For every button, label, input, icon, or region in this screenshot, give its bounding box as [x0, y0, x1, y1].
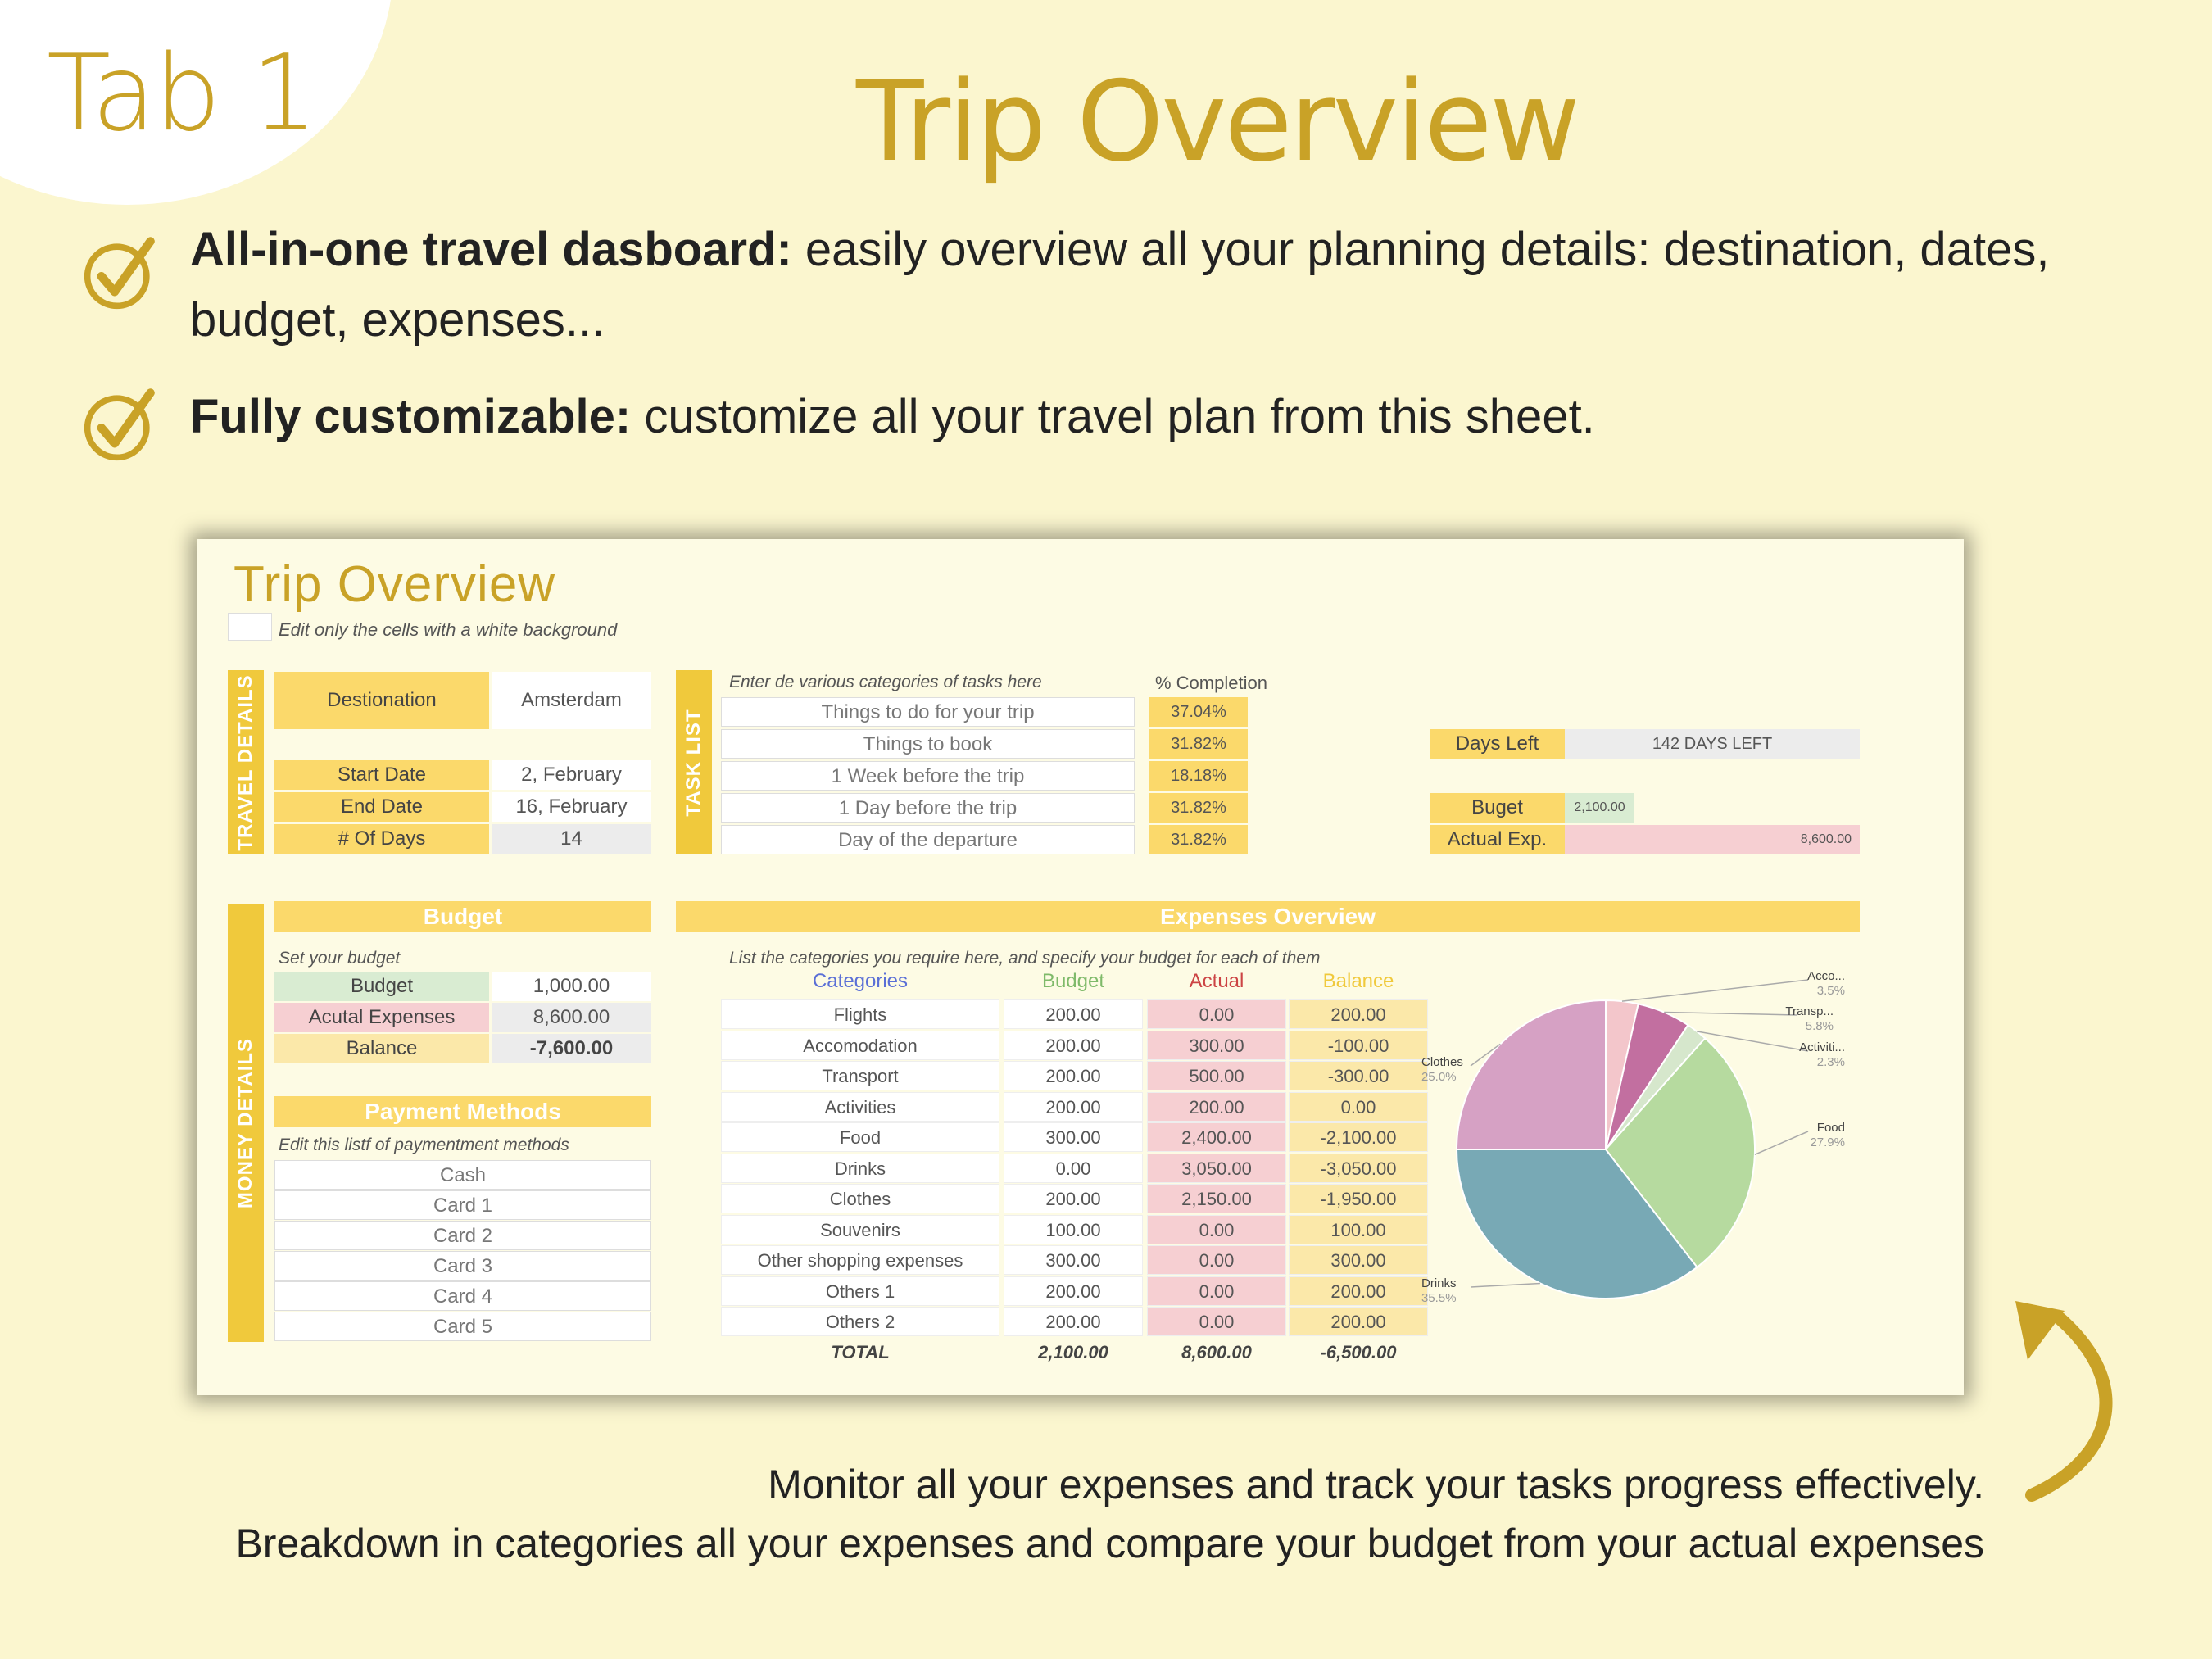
curved-arrow-icon: [1983, 1294, 2138, 1507]
expense-cell[interactable]: 300.00: [1004, 1122, 1143, 1152]
expenses-column-header: Budget: [1041, 970, 1105, 992]
budget-label: Budget: [274, 972, 489, 1001]
expense-cell[interactable]: 200.00: [1004, 1061, 1143, 1090]
payment-method-item[interactable]: Cash: [274, 1160, 651, 1190]
pie-percent: 2.3%: [1816, 1055, 1845, 1069]
expense-cell[interactable]: Flights: [721, 999, 999, 1029]
days-left-value: 142 DAYS LEFT: [1565, 729, 1860, 759]
days-label: # Of Days: [274, 824, 489, 854]
expense-cell[interactable]: 200.00: [1004, 1276, 1143, 1306]
side-label: TASK LIST: [682, 708, 705, 817]
budget-field[interactable]: 1,000.00: [492, 972, 651, 1001]
end-date-label: End Date: [274, 792, 489, 822]
task-name[interactable]: 1 Week before the trip: [721, 761, 1135, 791]
expense-cell[interactable]: 100.00: [1289, 1215, 1428, 1244]
expense-cell: 2,150.00: [1147, 1184, 1286, 1213]
check-icon: [82, 385, 160, 463]
task-name[interactable]: 1 Day before the trip: [721, 793, 1135, 823]
balance-value: -7,600.00: [492, 1034, 651, 1063]
balance-label: Balance: [274, 1034, 489, 1063]
pie-label: Drinks: [1421, 1276, 1457, 1290]
expense-cell: 0.00: [1147, 1245, 1286, 1275]
expense-cell[interactable]: 200.00: [1004, 999, 1143, 1029]
expense-cell[interactable]: 200.00: [1004, 1092, 1143, 1122]
expense-cell[interactable]: Accomodation: [721, 1031, 999, 1060]
task-completion: 31.82%: [1149, 825, 1248, 854]
task-hint: Enter de various categories of tasks here: [729, 673, 1042, 691]
actual-expenses-value: 8,600.00: [492, 1003, 651, 1032]
expense-cell[interactable]: Food: [721, 1122, 999, 1152]
start-date-field[interactable]: 2, February: [492, 760, 651, 790]
pie-label: Clothes: [1421, 1055, 1463, 1069]
payment-methods-header: Payment Methods: [274, 1096, 651, 1127]
pie-label: Acco...: [1807, 969, 1845, 983]
pie-label: Food: [1816, 1121, 1845, 1135]
caption-line-2: Breakdown in categories all your expenses and compare your budget from your actual expenses: [235, 1521, 1984, 1566]
expense-cell[interactable]: 0.00: [1004, 1154, 1143, 1183]
pie-leader-line: [1622, 980, 1808, 1001]
pie-leader-line: [1664, 1013, 1797, 1015]
expenses-hint: List the categories you require here, and specify your budget for each of them: [729, 949, 1321, 968]
expenses-column-header: Categories: [812, 970, 909, 992]
expense-cell[interactable]: -100.00: [1289, 1031, 1428, 1060]
expense-cell[interactable]: 300.00: [1004, 1245, 1143, 1275]
pie-percent: 27.9%: [1810, 1135, 1845, 1149]
expense-cell: 200.00: [1147, 1092, 1286, 1122]
task-name[interactable]: Things to do for your trip: [721, 697, 1135, 727]
feature-customizable: [190, 382, 2107, 452]
expenses-column-header: Balance: [1322, 970, 1394, 992]
expense-cell: 300.00: [1147, 1031, 1286, 1060]
expense-cell: 0.00: [1147, 999, 1286, 1029]
expense-cell[interactable]: Clothes: [721, 1184, 999, 1213]
sheet-note: Edit only the cells with a white background: [279, 619, 618, 640]
expense-cell: 0.00: [1147, 1215, 1286, 1244]
expense-cell[interactable]: 200.00: [1004, 1031, 1143, 1060]
days-left-label: Days Left: [1430, 729, 1565, 759]
task-completion: 18.18%: [1149, 761, 1248, 791]
expenses-overview-header: Expenses Overview: [676, 901, 1860, 932]
expense-cell[interactable]: 200.00: [1004, 1184, 1143, 1213]
days-value: 14: [492, 824, 651, 854]
expense-cell[interactable]: 0.00: [1289, 1092, 1428, 1122]
pie-leader-line: [1755, 1131, 1808, 1154]
expense-cell[interactable]: Others 1: [721, 1276, 999, 1306]
feature-title: Fully customizable:: [190, 390, 632, 443]
destination-field[interactable]: Amsterdam: [492, 672, 651, 729]
actual-expenses-label: Acutal Expenses: [274, 1003, 489, 1032]
start-date-label: Start Date: [274, 760, 489, 790]
payment-method-item[interactable]: Card 4: [274, 1281, 651, 1311]
check-icon: [82, 233, 160, 311]
expense-total-cell: TOTAL: [831, 1341, 890, 1362]
expense-cell[interactable]: 200.00: [1289, 1276, 1428, 1306]
actual-summary-value: 8,600.00: [1565, 825, 1860, 854]
expense-cell[interactable]: Transport: [721, 1061, 999, 1090]
end-date-field[interactable]: 16, February: [492, 792, 651, 822]
expense-cell[interactable]: 200.00: [1289, 999, 1428, 1029]
destination-label: Destionation: [274, 672, 489, 729]
travel-details-bar: [228, 670, 264, 854]
expense-cell: 0.00: [1147, 1307, 1286, 1336]
feature-dashboard: [190, 215, 2107, 356]
expense-cell[interactable]: Drinks: [721, 1154, 999, 1183]
pie-label: Activiti...: [1799, 1040, 1845, 1054]
expense-cell: 3,050.00: [1147, 1154, 1286, 1183]
pie-percent: 35.5%: [1421, 1291, 1457, 1305]
task-completion: 37.04%: [1149, 697, 1248, 727]
pie-leader-line: [1471, 1283, 1540, 1287]
pie-percent: 25.0%: [1421, 1070, 1457, 1084]
sheet-title: Trip Overview: [233, 556, 556, 613]
expense-cell: 500.00: [1147, 1061, 1286, 1090]
caption-line-1: Monitor all your expenses and track your tasks progress effectively.: [768, 1462, 1984, 1507]
expense-cell[interactable]: Souvenirs: [721, 1215, 999, 1244]
budget-summary-value: 2,100.00: [1565, 793, 1634, 823]
pie-percent: 5.8%: [1805, 1019, 1834, 1033]
pie-percent: 3.5%: [1816, 984, 1845, 998]
side-label: TRAVEL DETAILS: [234, 673, 256, 851]
feature-text: customize all your travel plan from this sheet.: [631, 390, 1595, 443]
expense-total-cell: 8,600.00: [1181, 1341, 1252, 1362]
expense-cell: 0.00: [1147, 1276, 1286, 1306]
expense-total-cell: 2,100.00: [1038, 1341, 1108, 1362]
side-label: MONEY DETAILS: [234, 1037, 256, 1208]
money-details-bar: [228, 904, 264, 1342]
expense-cell[interactable]: -2,100.00: [1289, 1122, 1428, 1152]
task-completion: 31.82%: [1149, 729, 1248, 759]
completion-header: % Completion: [1155, 673, 1267, 693]
expenses-pie-chart: [1421, 969, 1852, 1350]
expense-cell[interactable]: -1,950.00: [1289, 1184, 1428, 1213]
budget-hint: Set your budget: [279, 949, 401, 968]
pie-label: Transp...: [1785, 1004, 1834, 1018]
pie-slice: [1457, 1000, 1606, 1149]
payment-method-item[interactable]: Card 1: [274, 1190, 651, 1220]
page-title: Trip Overview: [856, 57, 1578, 186]
expense-total-cell: -6,500.00: [1320, 1341, 1397, 1362]
spreadsheet-preview: [197, 539, 1964, 1395]
white-cell-swatch: [228, 613, 272, 641]
feature-text: easily overview all your planning details: destination, dates, budget, expenses...: [190, 223, 2050, 347]
payment-method-item[interactable]: Card 2: [274, 1221, 651, 1250]
task-name[interactable]: Things to book: [721, 729, 1135, 759]
expenses-column-header: Actual: [1189, 970, 1244, 992]
expense-cell[interactable]: 100.00: [1004, 1215, 1143, 1244]
budget-summary-label: Buget: [1430, 793, 1565, 823]
budget-header: Budget: [274, 901, 651, 932]
payment-method-item[interactable]: Card 3: [274, 1251, 651, 1281]
expense-cell[interactable]: -3,050.00: [1289, 1154, 1428, 1183]
actual-summary-label: Actual Exp.: [1430, 825, 1565, 854]
task-name[interactable]: Day of the departure: [721, 825, 1135, 854]
expense-cell[interactable]: Activities: [721, 1092, 999, 1122]
expense-cell[interactable]: 300.00: [1289, 1245, 1428, 1275]
expense-cell[interactable]: Other shopping expenses: [721, 1245, 999, 1275]
expense-cell[interactable]: -300.00: [1289, 1061, 1428, 1090]
task-list-bar: [676, 670, 712, 854]
payment-hint: Edit this listf of paymentment methods: [279, 1135, 569, 1154]
expense-cell[interactable]: 200.00: [1289, 1307, 1428, 1336]
expense-cell[interactable]: 200.00: [1004, 1307, 1143, 1336]
expense-cell: 2,400.00: [1147, 1122, 1286, 1152]
tab-label: Tab 1: [47, 33, 316, 155]
task-completion: 31.82%: [1149, 793, 1248, 823]
payment-method-item[interactable]: Card 5: [274, 1312, 651, 1341]
expense-cell[interactable]: Others 2: [721, 1307, 999, 1336]
feature-title: All-in-one travel dasboard:: [190, 223, 792, 276]
